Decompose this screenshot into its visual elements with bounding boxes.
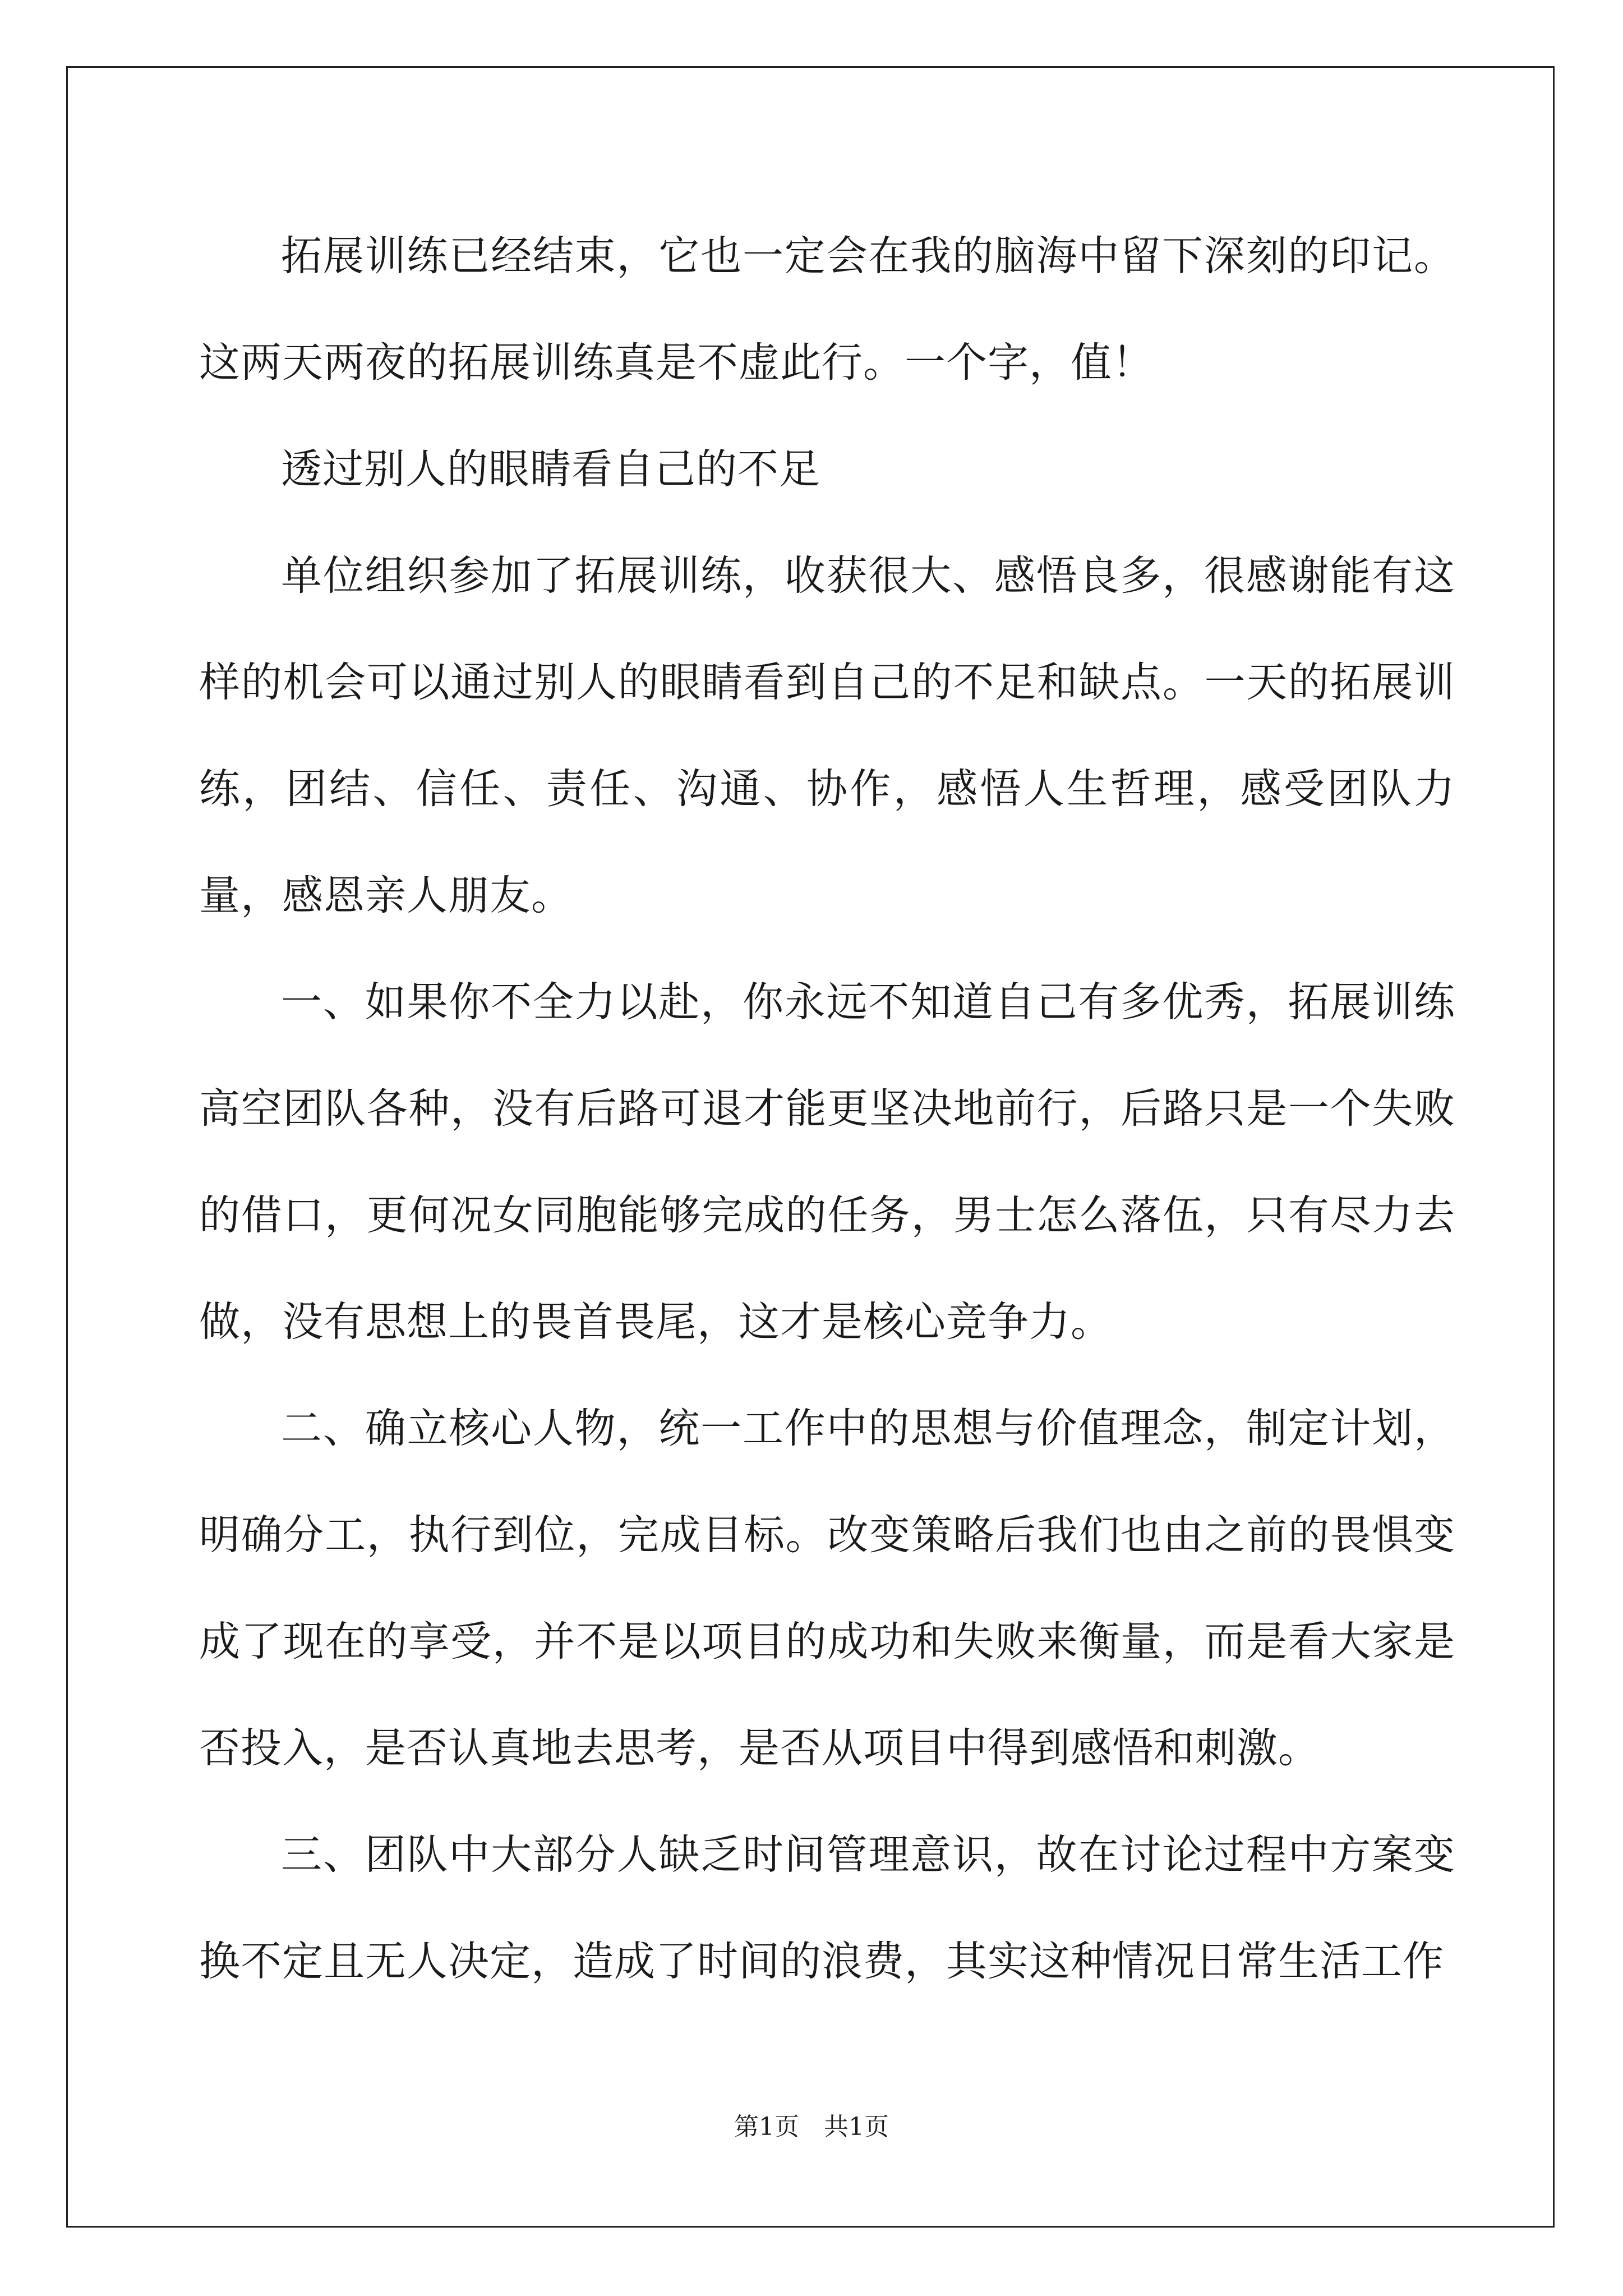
paragraph-3: 单位组织参加了拓展训练，收获很大、感悟良多，很感谢能有这样的机会可以通过别人的眼睛看到自己的不足和缺点。一天的拓展训练，团结、信任、责任、沟通、协作，感悟人生哲理，感受团队力量，感恩亲人朋友。 [199, 552, 1455, 919]
paragraph-4: 一、如果你不全力以赴，你永远不知道自己有多优秀，拓展训练高空团队各种，没有后路可退才能更坚决地前行，后路只是一个失败的借口，更何况女同胞能够完成的任务，男士怎么落伍，只有尽力去做，没有思想上的畏首畏尾，这才是核心竞争力。 [199, 978, 1455, 1346]
paragraph-5: 二、确立核心人物，统一工作中的思想与价值理念，制定计划，明确分工，执行到位，完成目标。改变策略后我们也由之前的畏惧变成了现在的享受，并不是以项目的成功和失败来衡量，而是看大家是否投入，是否认真地去思考，是否从项目中得到感悟和刺激。 [199, 1405, 1455, 1772]
page-footer: 第1页 共1页 [734, 2113, 889, 2141]
document-body [199, 203, 1455, 2015]
paragraph-6: 三、团队中大部分人缺乏时间管理意识，故在讨论过程中方案变换不定且无人决定，造成了时间的浪费，其实这种情况日常生活工作 [199, 1831, 1455, 1985]
paragraph-1: 拓展训练已经结束，它也一定会在我的脑海中留下深刻的印记。这两天两夜的拓展训练真是不虚此行。一个字，值！ [199, 232, 1455, 386]
paragraph-2: 透过别人的眼睛看自己的不足 [281, 445, 820, 493]
